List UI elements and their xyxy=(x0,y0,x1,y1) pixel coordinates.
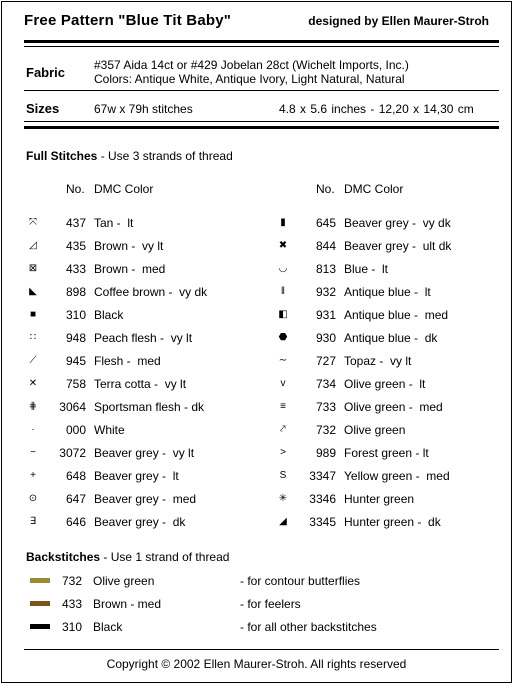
dmc-number: 931 xyxy=(315,308,336,322)
stitch-symbol-icon: ✕ xyxy=(28,378,38,389)
backstitch-row xyxy=(30,596,490,612)
dmc-number: 3345 xyxy=(309,515,336,529)
stitch-symbol-icon: ⤧ xyxy=(29,217,37,228)
legend-row xyxy=(24,468,244,484)
legend-row xyxy=(24,445,244,461)
stitch-symbol-icon: ‖ xyxy=(280,286,286,297)
backstitch-row xyxy=(30,619,490,635)
dmc-number: 310 xyxy=(65,308,86,322)
stitch-symbol-icon: ⊙ xyxy=(28,493,38,504)
stitch-symbol-icon: − xyxy=(30,447,36,458)
col-no-right: No. xyxy=(316,182,335,196)
stitch-symbol-icon: ◧ xyxy=(278,309,288,320)
thread-swatch xyxy=(30,624,50,629)
dmc-number: 3346 xyxy=(309,492,336,506)
backstitch-usage: - for all other backstitches xyxy=(240,620,377,634)
dmc-color-name: Brown - vy lt xyxy=(94,239,164,253)
stitch-symbol-icon: · xyxy=(31,424,35,435)
dmc-color-name: Beaver grey - lt xyxy=(94,469,179,483)
dmc-color-name: Peach flesh - vy lt xyxy=(94,331,193,345)
dmc-color-name: Brown - med xyxy=(94,262,166,276)
full-stitches-heading xyxy=(26,149,233,163)
dmc-number: 648 xyxy=(65,469,86,483)
legend-row xyxy=(274,284,494,300)
header xyxy=(24,12,489,36)
dmc-color-name: Beaver grey - vy dk xyxy=(344,216,451,230)
dmc-color-name: Forest green - lt xyxy=(344,446,429,460)
dmc-number: 646 xyxy=(65,515,86,529)
stitch-symbol-icon: ◢ xyxy=(279,516,287,527)
stitch-symbol-icon: ▮ xyxy=(280,217,286,228)
dmc-color-name: Olive green xyxy=(344,423,406,437)
divider xyxy=(24,649,499,650)
dmc-color-name: Black xyxy=(93,620,123,634)
finished-size: 4.8 x 5.6 inches - 12,20 x 14,30 cm xyxy=(279,102,474,116)
stitch-symbol-icon: v xyxy=(280,378,286,389)
sizes-label: Sizes xyxy=(26,101,60,116)
backstitches-subtitle: - Use 1 strand of thread xyxy=(103,550,230,564)
col-color-left: DMC Color xyxy=(94,182,154,196)
thread-swatch xyxy=(30,601,50,606)
dmc-number: 932 xyxy=(315,285,336,299)
dmc-color-name: Hunter green - dk xyxy=(344,515,441,529)
dmc-number: 732 xyxy=(61,574,82,588)
stitch-symbol-icon: + xyxy=(30,470,36,481)
legend-row xyxy=(274,468,494,484)
dmc-color-name: Olive green - lt xyxy=(344,377,426,391)
dmc-number: 732 xyxy=(315,423,336,437)
dmc-number: 433 xyxy=(61,597,82,611)
legend-row xyxy=(24,422,244,438)
dmc-number: 948 xyxy=(65,331,86,345)
legend-row xyxy=(24,284,244,300)
dmc-color-name: Antique blue - med xyxy=(344,308,449,322)
dmc-number: 3347 xyxy=(309,469,336,483)
dmc-number: 813 xyxy=(315,262,336,276)
stitch-symbol-icon: ⊠ xyxy=(28,263,38,274)
stitch-symbol-icon: > xyxy=(280,447,286,458)
fabric-details xyxy=(94,58,409,86)
copyright: Copyright © 2002 Ellen Maurer-Stroh. All rights reserved xyxy=(106,657,407,671)
legend-row xyxy=(274,422,494,438)
stitch-symbol-icon: ◿ xyxy=(29,240,37,251)
stitch-count: 67w x 79h stitches xyxy=(94,102,193,116)
dmc-number: 3064 xyxy=(59,400,86,414)
dmc-color-name: Yellow green - med xyxy=(344,469,450,483)
dmc-color-name: Beaver grey - vy lt xyxy=(94,446,195,460)
dmc-number: 433 xyxy=(65,262,86,276)
backstitches-heading xyxy=(26,550,229,564)
legend-row xyxy=(24,261,244,277)
dmc-color-name: Tan - lt xyxy=(94,216,134,230)
stitch-symbol-icon: ✳ xyxy=(278,493,288,504)
stitch-symbol-icon: ⟋ xyxy=(29,355,37,366)
legend-row xyxy=(274,514,494,530)
legend-row xyxy=(274,353,494,369)
dmc-number: 898 xyxy=(65,285,86,299)
fabric-colors: Colors: Antique White, Antique Ivory, Light Natural, Natural xyxy=(94,72,405,86)
dmc-color-name: Coffee brown - vy dk xyxy=(94,285,208,299)
stitch-symbol-icon: ∷ xyxy=(29,332,37,343)
dmc-color-name: Olive green xyxy=(93,574,155,588)
legend-row xyxy=(24,514,244,530)
stitch-symbol-icon: S xyxy=(279,470,287,481)
page-title: Free Pattern "Blue Tit Baby" xyxy=(24,12,232,29)
legend-row xyxy=(274,330,494,346)
col-no-left: No. xyxy=(66,182,85,196)
dmc-color-name: Antique blue - lt xyxy=(344,285,431,299)
stitch-symbol-icon: ≡ xyxy=(280,401,286,412)
stitch-symbol-icon: ⬣ xyxy=(278,332,288,343)
divider xyxy=(24,46,499,47)
dmc-number: 3072 xyxy=(59,446,86,460)
dmc-color-name: Topaz - vy lt xyxy=(344,354,412,368)
stitch-symbol-icon: ∃ xyxy=(29,516,37,527)
dmc-number: 945 xyxy=(65,354,86,368)
legend-row xyxy=(24,376,244,392)
dmc-color-name: Sportsman flesh - dk xyxy=(94,400,205,414)
dmc-number: 647 xyxy=(65,492,86,506)
legend-row xyxy=(274,399,494,415)
stitch-symbol-icon: ◣ xyxy=(29,286,37,297)
legend-row xyxy=(24,238,244,254)
legend-row xyxy=(274,261,494,277)
stitch-symbol-icon: ⤤ xyxy=(280,424,286,435)
dmc-color-name: Beaver grey - ult dk xyxy=(344,239,452,253)
divider xyxy=(24,40,499,43)
full-stitches-subtitle: - Use 3 strands of thread xyxy=(100,149,233,163)
legend-row xyxy=(24,491,244,507)
dmc-color-name: Blue - lt xyxy=(344,262,389,276)
legend-row xyxy=(24,399,244,415)
dmc-color-name: Hunter green xyxy=(344,492,415,506)
dmc-number: 000 xyxy=(65,423,86,437)
divider xyxy=(24,121,499,122)
dmc-color-name: Beaver grey - med xyxy=(94,492,197,506)
fabric-line: #357 Aida 14ct or #429 Jobelan 28ct (Wichelt Imports, Inc.) xyxy=(94,58,409,72)
stitch-symbol-icon: ⋕ xyxy=(28,401,38,412)
legend-row xyxy=(274,491,494,507)
backstitch-usage: - for contour butterflies xyxy=(240,574,361,588)
dmc-number: 437 xyxy=(65,216,86,230)
legend-row xyxy=(24,307,244,323)
fabric-label: Fabric xyxy=(26,65,66,80)
backstitch-usage: - for feelers xyxy=(240,597,301,611)
legend-row xyxy=(24,215,244,231)
dmc-color-name: Beaver grey - dk xyxy=(94,515,186,529)
dmc-number: 645 xyxy=(315,216,336,230)
stitch-symbol-icon: ✖ xyxy=(278,240,288,251)
backstitches-title: Backstitches xyxy=(26,550,101,564)
backstitch-row xyxy=(30,573,490,589)
divider xyxy=(24,90,499,91)
legend-row xyxy=(24,353,244,369)
dmc-color-name: Flesh - med xyxy=(94,354,161,368)
pattern-sheet xyxy=(1,1,512,683)
stitch-symbol-icon: ◡ xyxy=(278,263,288,274)
dmc-color-name: Terra cotta - vy lt xyxy=(94,377,187,391)
dmc-number: 734 xyxy=(315,377,336,391)
dmc-color-name: Brown - med xyxy=(93,597,162,611)
legend-row xyxy=(274,215,494,231)
dmc-number: 930 xyxy=(315,331,336,345)
divider xyxy=(24,126,499,129)
dmc-number: 435 xyxy=(65,239,86,253)
dmc-number: 844 xyxy=(315,239,336,253)
designer-credit: designed by Ellen Maurer-Stroh xyxy=(308,14,489,28)
legend-row xyxy=(274,376,494,392)
dmc-number: 310 xyxy=(61,620,82,634)
legend-row xyxy=(274,307,494,323)
thread-swatch xyxy=(30,578,50,583)
legend-row xyxy=(24,330,244,346)
dmc-color-name: Black xyxy=(94,308,124,322)
dmc-number: 733 xyxy=(315,400,336,414)
dmc-color-name: White xyxy=(94,423,125,437)
dmc-color-name: Antique blue - dk xyxy=(344,331,438,345)
legend-row xyxy=(274,445,494,461)
dmc-number: 989 xyxy=(315,446,336,460)
col-color-right: DMC Color xyxy=(344,182,404,196)
dmc-number: 727 xyxy=(315,354,336,368)
full-stitches-title: Full Stitches xyxy=(26,149,98,163)
stitch-symbol-icon: ∼ xyxy=(278,355,288,366)
legend-row xyxy=(274,238,494,254)
stitch-symbol-icon: ■ xyxy=(29,309,37,320)
dmc-color-name: Olive green - med xyxy=(344,400,443,414)
dmc-number: 758 xyxy=(65,377,86,391)
